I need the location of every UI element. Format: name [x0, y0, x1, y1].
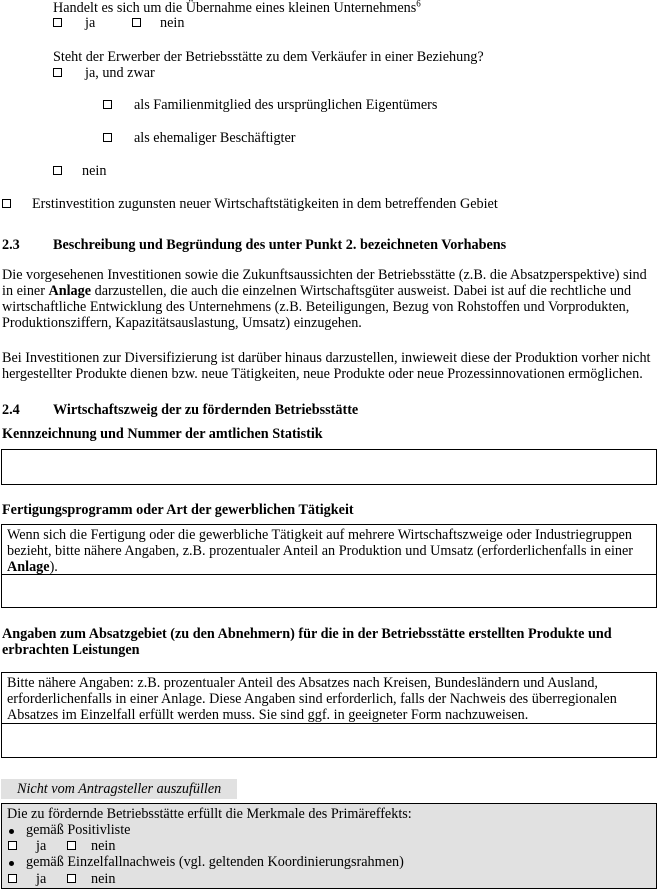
bullet-icon — [9, 861, 14, 866]
relation-no-label: nein — [82, 163, 107, 179]
small-company-text: Handelt es sich um die Übernahme eines kleinen Unternehmens — [53, 0, 417, 16]
individual-proof-no-checkbox[interactable] — [67, 874, 76, 883]
small-company-no-checkbox[interactable] — [132, 18, 141, 27]
official-use-box — [1, 803, 657, 889]
sales-area-field[interactable] — [2, 723, 656, 759]
section-2-4-title: Wirtschaftszweig der zu fördernden Betriebsstätte — [53, 402, 359, 418]
production-program-field[interactable] — [2, 574, 656, 609]
individual-proof-label: gemäß Einzelfallnachweis (vgl. geltenden Koordinierungsrahmen) — [26, 854, 404, 870]
relation-family-label: als Familienmitglied des ursprünglichen Eigentümers — [134, 97, 438, 113]
relation-question: Steht der Erwerber der Betriebsstätte zu dem Verkäufer in einer Beziehung? — [53, 49, 484, 65]
relation-yes-checkbox[interactable] — [53, 68, 62, 77]
section-2-3-title: Beschreibung und Begründung des unter Punkt 2. bezeichneten Vorhabens — [53, 237, 507, 253]
individual-proof-no-label: nein — [91, 871, 116, 887]
positive-list-no-label: nein — [91, 838, 116, 854]
statistics-label: Kennzeichnung und Nummer der amtlichen Statistik — [2, 426, 323, 442]
small-company-question — [53, 0, 421, 16]
small-company-no-label: nein — [160, 15, 185, 31]
production-program-hint: Wenn sich die Fertigung oder die gewerbliche Tätigkeit auf mehrere Wirtschaftszweige oder Industriegruppen bezieht, bitte nähere Angaben, z.B. prozentualer Anteil an Produktion und Umsatz (erforderlichenfalls in einer Anlage). — [7, 527, 634, 575]
bullet-icon — [9, 829, 14, 834]
individual-proof-yes-label: ja — [36, 871, 47, 887]
positive-list-label: gemäß Positivliste — [26, 822, 131, 838]
small-company-yes-label: ja — [85, 15, 96, 31]
sales-area-hint: Bitte nähere Angaben: z.B. prozentualer Anteil des Absatzes nach Kreisen, Bundesländern und Ausland, erforderlichenfalls in einer Anlage. Diese Angaben sind erforderlich, falls der Nachweis des überregionalen Absatzes im Einzelfall erfüllt werden muss. Sie sind ggf. in geeigneter Form nachzuweisen. — [7, 675, 617, 723]
sales-area-box — [1, 672, 657, 758]
footnote-ref: 6 — [416, 0, 421, 9]
section-2-3-paragraph-2: Bei Investitionen zur Diversifizierung ist darüber hinaus darzustellen, inwieweit diese der Produktion vorher nicht hergestellter Produkte dienen bzw. neue Tätigkeiten, neue Produkte oder neue Prozessinnovationen ermöglichen. — [2, 350, 651, 382]
official-use-label: Nicht vom Antragsteller auszufüllen — [1, 779, 237, 799]
section-2-3-paragraph-1: Die vorgesehenen Investitionen sowie die Zukunftsaussichten der Betriebsstätte (z.B. die Absatzperspektive) sind in einer Anlage darzustellen, die auch die einzelnen Wirtschaftsgüter ausweist. Dabei ist auf die rechtliche und wirtschaftliche Entwicklung des Unternehmens (z.B. Beteiligungen, Bezug von Rohstoffen und Vorprodukten, Produktionsziffern, Kapazitätsauslastung, Umsatz) einzugehen. — [2, 267, 647, 331]
relation-no-checkbox[interactable] — [53, 166, 62, 175]
statistics-field[interactable] — [1, 449, 657, 485]
initial-investment-checkbox[interactable] — [2, 199, 11, 208]
relation-employee-checkbox[interactable] — [103, 133, 112, 142]
section-2-3-number: 2.3 — [2, 237, 20, 253]
small-company-yes-checkbox[interactable] — [53, 18, 62, 27]
attachment-word: Anlage — [48, 283, 92, 299]
relation-family-checkbox[interactable] — [103, 100, 112, 109]
positive-list-yes-checkbox[interactable] — [8, 841, 17, 850]
individual-proof-yes-checkbox[interactable] — [8, 874, 17, 883]
section-2-4-number: 2.4 — [2, 402, 20, 418]
production-program-box — [1, 524, 657, 608]
positive-list-no-checkbox[interactable] — [67, 841, 76, 850]
sales-area-label: Angaben zum Absatzgebiet (zu den Abnehmern) für die in der Betriebsstätte erstellten Produkte und erbrachten Leistungen — [2, 626, 612, 658]
positive-list-yes-label: ja — [36, 838, 47, 854]
official-intro: Die zu fördernde Betriebsstätte erfüllt die Merkmale des Primäreffekts: — [7, 806, 412, 822]
initial-investment-label: Erstinvestition zugunsten neuer Wirtschaftstätigkeiten in dem betreffenden Gebiet — [32, 196, 498, 212]
relation-yes-label: ja, und zwar — [85, 65, 155, 81]
production-program-label: Fertigungsprogramm oder Art der gewerblichen Tätigkeit — [2, 502, 354, 518]
relation-employee-label: als ehemaliger Beschäftigter — [134, 130, 296, 146]
